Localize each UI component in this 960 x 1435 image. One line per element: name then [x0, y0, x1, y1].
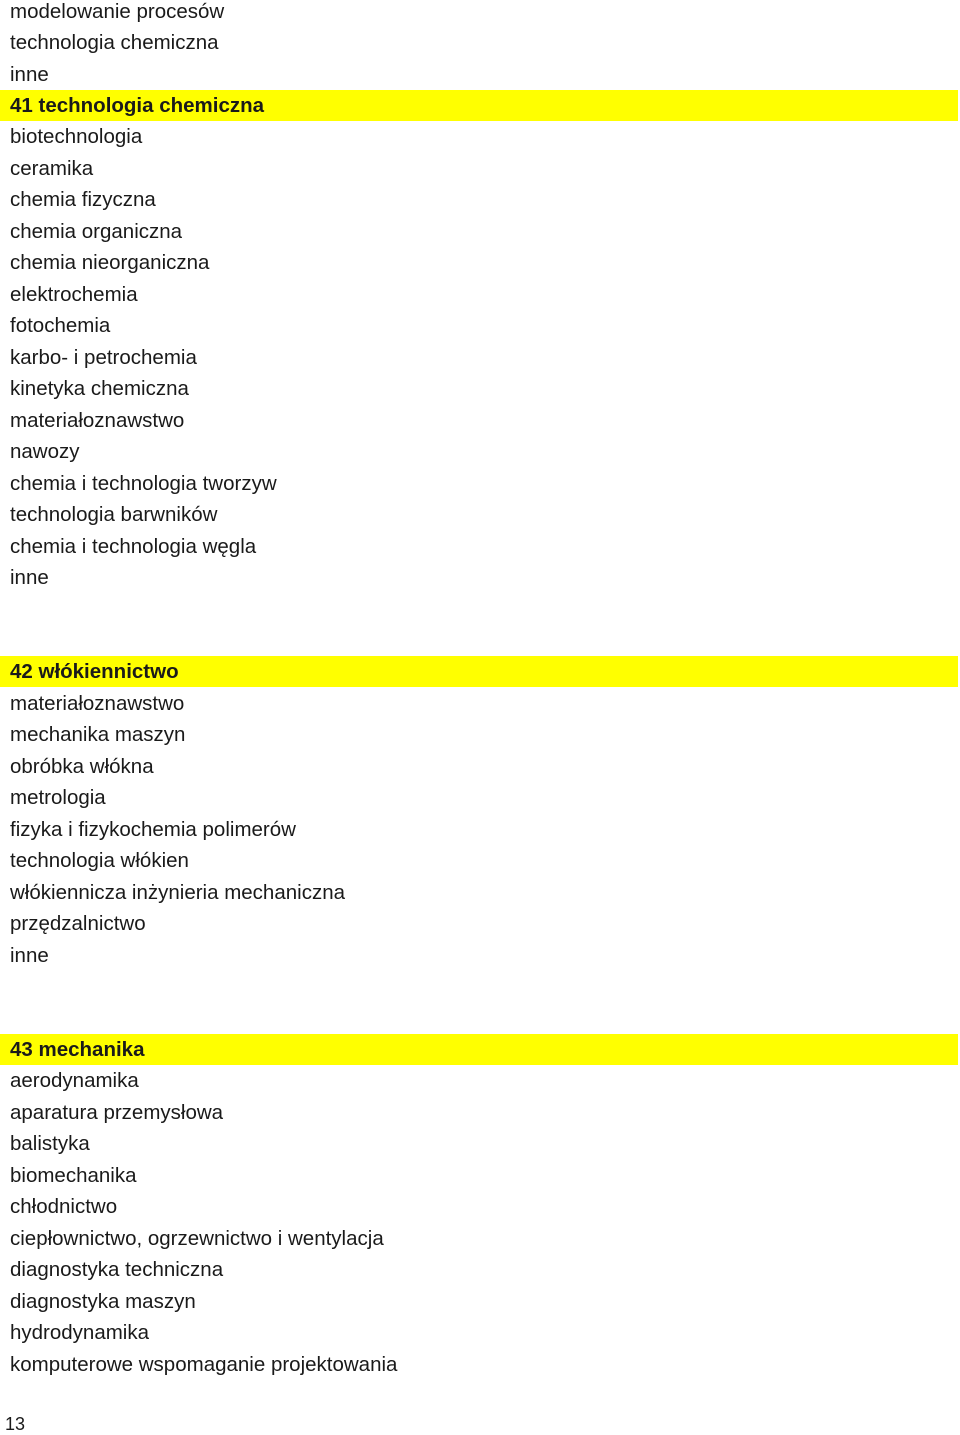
section-heading: 42 włókiennictwo [10, 660, 179, 683]
list-item: diagnostyka maszyn [10, 1290, 196, 1313]
list-item: inne [10, 944, 49, 967]
list-item: biotechnologia [10, 125, 143, 148]
list-item: technologia chemiczna [10, 31, 219, 54]
page-number: 13 [5, 1414, 26, 1434]
list-item: inne [10, 63, 49, 86]
list-item: włókiennicza inżynieria mechaniczna [10, 881, 345, 904]
list-item: obróbka włókna [10, 755, 154, 778]
list-item: materiałoznawstwo [10, 692, 185, 715]
list-item: nawozy [10, 440, 80, 463]
list-item: chemia nieorganiczna [10, 251, 210, 274]
list-item: chemia i technologia węgla [10, 535, 257, 558]
list-item: ceramika [10, 157, 94, 180]
list-item: diagnostyka techniczna [10, 1258, 224, 1281]
list-item: chłodnictwo [10, 1195, 118, 1218]
list-item: fotochemia [10, 314, 111, 337]
list-item: ciepłownictwo, ogrzewnictwo i wentylacja [10, 1227, 384, 1250]
list-item: karbo- i petrochemia [10, 346, 197, 369]
list-item: modelowanie procesów [10, 0, 225, 23]
list-item: chemia organiczna [10, 220, 183, 243]
list-item: fizyka i fizykochemia polimerów [10, 818, 296, 841]
list-item: technologia włókien [10, 849, 189, 872]
list-item: biomechanika [10, 1164, 137, 1187]
list-item: hydrodynamika [10, 1321, 150, 1344]
list-item: mechanika maszyn [10, 723, 186, 746]
list-item: elektrochemia [10, 283, 138, 306]
list-item: kinetyka chemiczna [10, 377, 189, 400]
list-item: przędzalnictwo [10, 912, 146, 935]
list-item: aerodynamika [10, 1069, 139, 1092]
list-item: balistyka [10, 1132, 90, 1155]
section-heading: 41 technologia chemiczna [10, 94, 265, 117]
section-heading: 43 mechanika [10, 1038, 145, 1061]
list-item: komputerowe wspomaganie projektowania [10, 1353, 398, 1376]
list-item: materiałoznawstwo [10, 409, 185, 432]
list-item: chemia fizyczna [10, 188, 156, 211]
list-item: metrologia [10, 786, 106, 809]
list-item: inne [10, 566, 49, 589]
list-item: technologia barwników [10, 503, 218, 526]
list-item: aparatura przemysłowa [10, 1101, 224, 1124]
list-item: chemia i technologia tworzyw [10, 472, 277, 495]
